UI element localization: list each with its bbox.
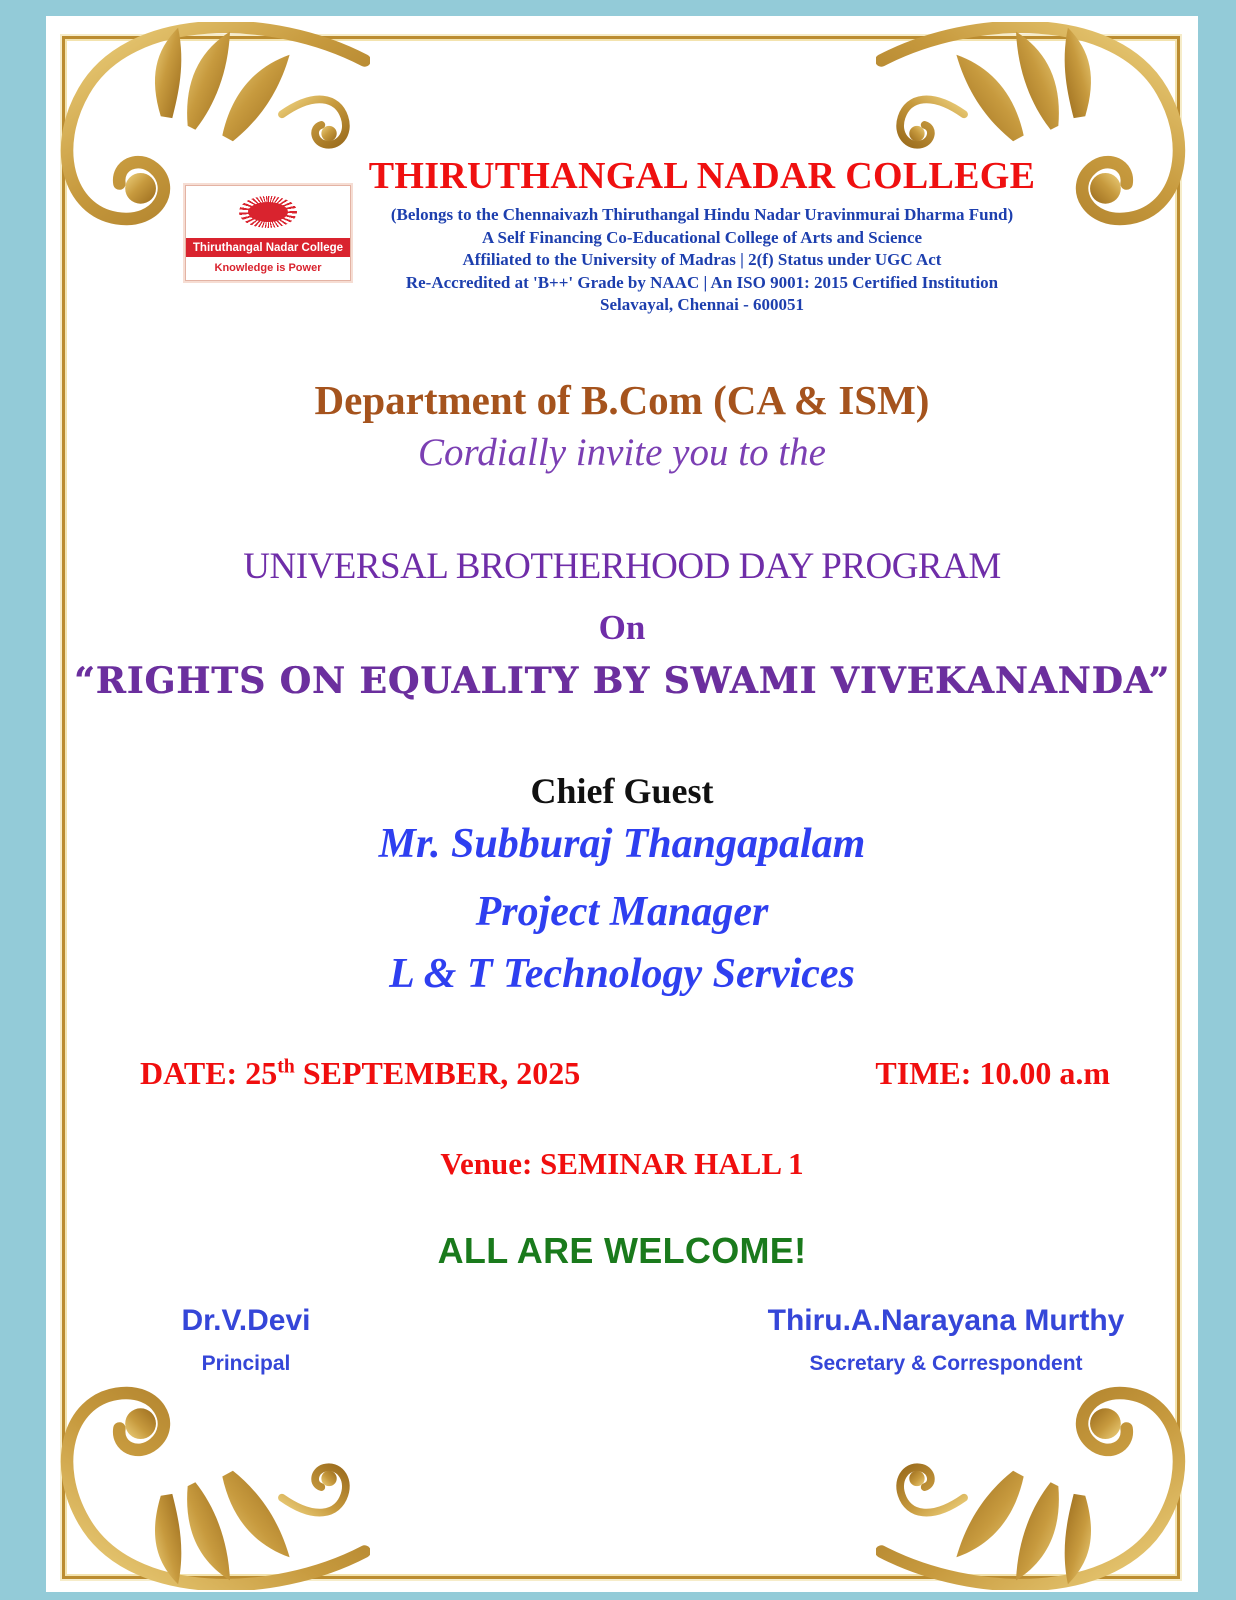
chief-guest-heading: Chief Guest [530, 771, 714, 811]
chief-guest-name: Mr. Subburaj Thangapalam [378, 821, 866, 867]
secretary-title: Secretary & Correspondent [809, 1352, 1083, 1375]
welcome-message: ALL ARE WELCOME! [437, 1230, 807, 1271]
department-title: Department of B.Com (CA & ISM) [314, 377, 930, 423]
invite-line: Cordially invite you to the [418, 431, 826, 474]
date-ordinal: th [277, 1055, 295, 1078]
invitation-card [46, 16, 1198, 1592]
college-header [346, 154, 1058, 317]
college-name: THIRUTHANGAL NADAR COLLEGE [368, 155, 1036, 197]
event-venue: Venue: SEMINAR HALL 1 [440, 1146, 804, 1181]
program-title: UNIVERSAL BROTHERHOOD DAY PROGRAM [243, 546, 1001, 587]
principal-title: Principal [201, 1352, 291, 1375]
flourish-bottom-left-icon [40, 1340, 370, 1590]
college-subline-2: A Self Financing Co-Educational College of Arts and Science [481, 227, 923, 247]
principal-name: Dr.V.Devi [181, 1304, 311, 1337]
schedule-row [46, 1055, 1198, 1092]
chief-guest-company: L & T Technology Services [389, 951, 855, 997]
college-subline-3: Affiliated to the University of Madras | 2(f) Status under UGC Act [462, 250, 942, 269]
college-subline-1: (Belongs to the Chennaivazh Thiruthangal Hindu Nadar Uravinmurai Dharma Fund) [390, 205, 1014, 224]
chief-guest-designation: Project Manager [475, 889, 769, 935]
college-logo [185, 185, 351, 281]
program-on: On [598, 608, 646, 647]
principal-signature-block [126, 1304, 366, 1376]
logo-name: Thiruthangal Nadar College [186, 238, 350, 257]
logo-emblem [186, 186, 350, 238]
logo-motto: Knowledge is Power [214, 262, 322, 274]
flourish-bottom-right-icon [876, 1340, 1206, 1590]
secretary-name: Thiru.A.Narayana Murthy [767, 1304, 1125, 1337]
college-subline-4: Re-Accredited at 'B++' Grade by NAAC | An ISO 9001: 2015 Certified Institution [405, 272, 999, 292]
secretary-signature-block [736, 1304, 1156, 1376]
event-date: DATE: 25th SEPTEMBER, 2025 [140, 1055, 581, 1091]
starburst-icon [239, 196, 297, 228]
program-topic: “RIGHTS ON EQUALITY BY SWAMI VIVEKANANDA” [73, 660, 1171, 702]
college-subline-5: Selavayal, Chennai - 600051 [599, 295, 805, 314]
event-time: TIME: 10.00 a.m [875, 1055, 1110, 1091]
